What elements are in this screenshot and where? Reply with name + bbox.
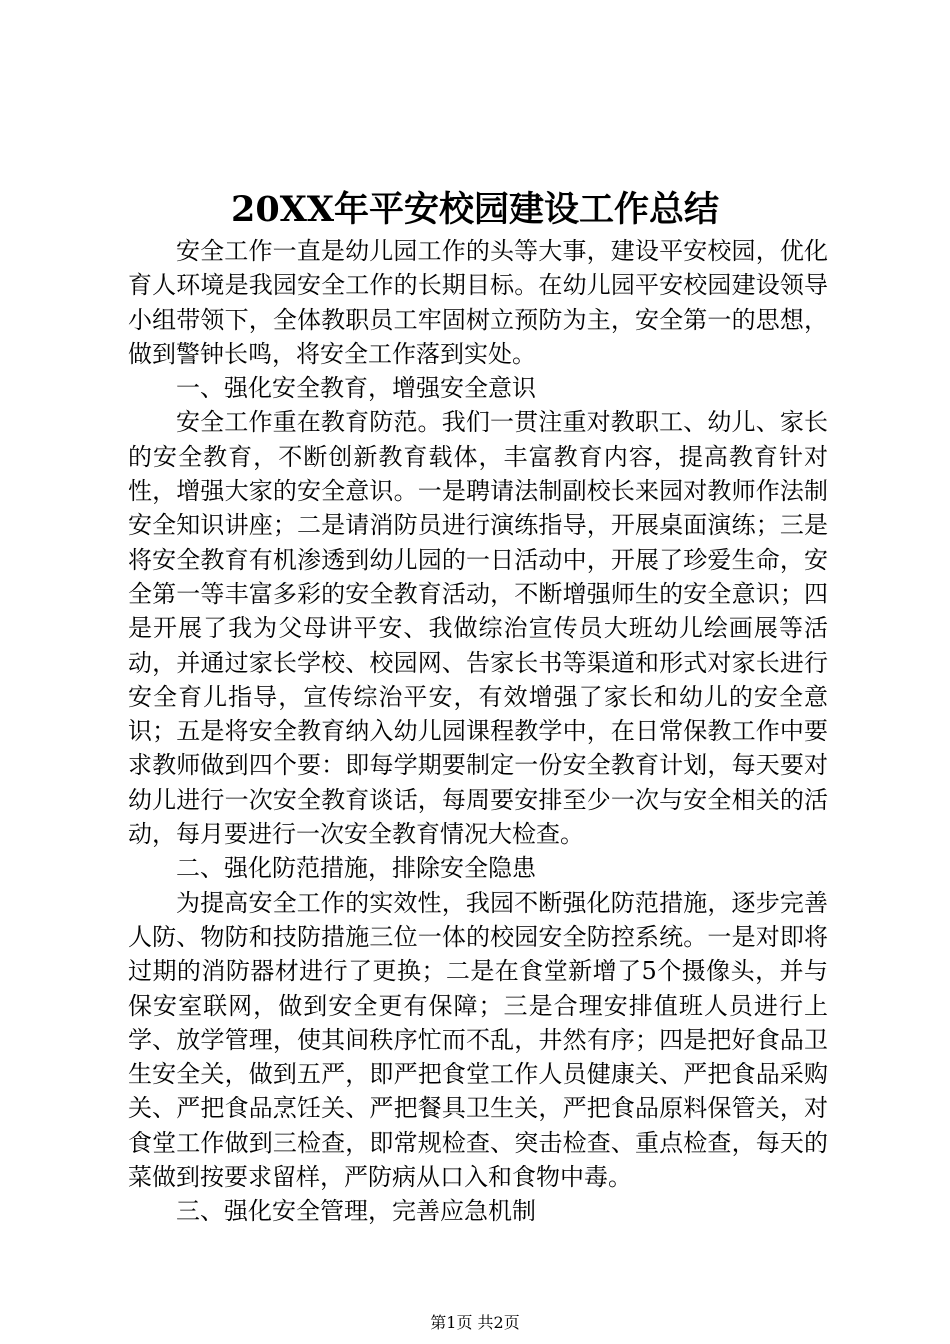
document-title: 20XX年平安校园建设工作总结 [230, 189, 720, 230]
section-heading-1: 一、强化安全教育，增强安全意识 [176, 374, 536, 403]
section-heading-2: 二、强化防范措施，排除安全隐患 [176, 854, 536, 883]
section-1-paragraph: 安全工作重在教育防范。我们一贯注重对教职工、幼儿、家长的安全教育，不断创新教育载体，丰富教育内容，提高教育针对性，增强大家的安全意识。一是聘请法制副校长来园对教师作法制安全知识讲座；二是请消防员进行演练指导，开展桌面演练；三是将安全教育有机渗透到幼儿园的一日活动中，开展了珍爱生命，安全第一等丰富多彩的安全教育活动，不断增强师生的安全意识；四是开展了我为父母讲平安、我做综治宣传员大班幼儿绘画展等活动，并通过家长学校、校园网、告家长书等渠道和形式对家长进行安全育儿指导，宣传综治平安，有效增强了家长和幼儿的安全意识；五是将安全教育纳入幼儿园课程教学中，在日常保教工作中要求教师做到四个要：即每学期要制定一份安全教育计划，每天要对幼儿进行一次安全教育谈话，每周要安排至少一次与安全相关的活动，每月要进行一次安全教育情况大检查。 [128, 408, 828, 849]
intro-paragraph: 安全工作一直是幼儿园工作的头等大事，建设平安校园，优化育人环境是我园安全工作的长期目标。在幼儿园平安校园建设领导小组带领下，全体教职员工牢固树立预防为主，安全第一的思想，做到警钟长鸣，将安全工作落到实处。 [128, 237, 828, 368]
section-2-paragraph: 为提高安全工作的实效性，我园不断强化防范措施，逐步完善人防、物防和技防措施三位一体的校园安全防控系统。一是对即将过期的消防器材进行了更换；二是在食堂新增了5个摄像头，并与保安室联网，做到安全更有保障；三是合理安排值班人员进行上学、放学管理，使其间秩序忙而不乱，井然有序；四是把好食品卫生安全关，做到五严，即严把食堂工作人员健康关、严把食品采购关、严把食品烹饪关、严把餐具卫生关，严把食品原料保管关，对食堂工作做到三检查，即常规检查、突击检查、重点检查，每天的菜做到按要求留样，严防病从口入和食物中毒。 [128, 888, 828, 1192]
page-footer: 第1页 共2页 [430, 1313, 520, 1332]
section-heading-3: 三、强化安全管理，完善应急机制 [176, 1197, 536, 1226]
document-body [128, 234, 828, 1229]
